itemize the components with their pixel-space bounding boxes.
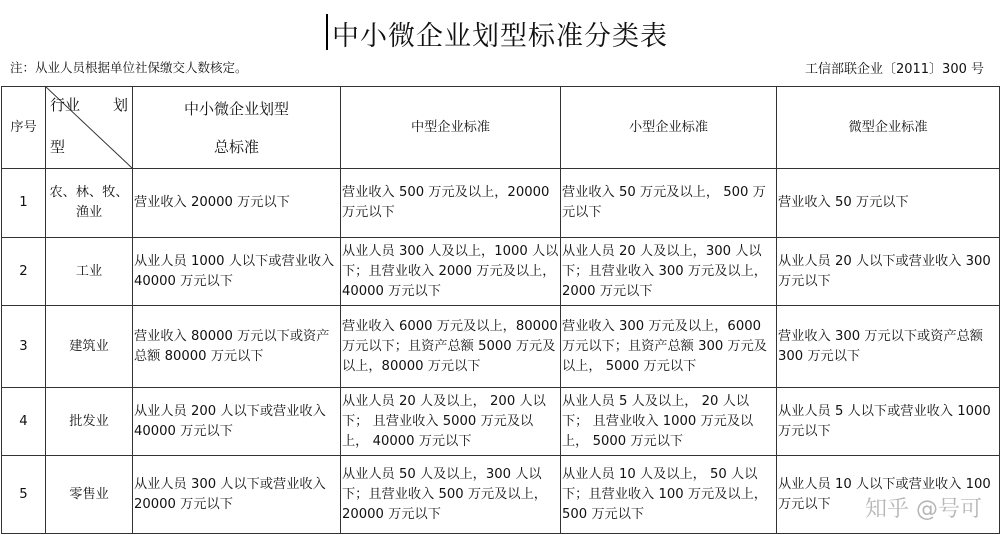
row-micro-standard: 营业收入 300 万元以下或资产总额 300 万元以下 [777,306,1000,388]
header-total [133,87,341,169]
header-seq: 序号 [2,87,46,169]
row-seq: 3 [2,306,46,388]
classification-table [1,86,1000,534]
row-medium-standard: 从业人员 20 人及以上， 200 人以下； 且营业收入 5000 万元及以上， 40000 万元以下 [341,388,561,456]
row-medium-standard: 营业收入 6000 万元及以上，80000 万元以下；且资产总额 5000 万元及以上，80000 万元以下 [341,306,561,388]
row-small-standard: 从业人员 20 人及以上，300 人以下；且营业收入 300 万元及以上，2000 万元以下 [561,238,777,306]
row-small-standard: 从业人员 5 人及以上， 20 人以下； 且营业收入 1000 万元及以上， 5000 万元以下 [561,388,777,456]
row-small-standard: 营业收入 50 万元及以上， 500 万元以下 [561,169,777,238]
row-small-standard: 营业收入 300 万元及以上，6000 万元以下；且资产总额 300 万元及以上， 5000 万元以下 [561,306,777,388]
header-small: 小型企业标准 [561,87,777,169]
row-micro-standard: 从业人员 5 人以下或营业收入 1000 万元以下 [777,388,1000,456]
header-industry-diagonal [46,87,133,169]
row-micro-standard: 从业人员 10 人以下或营业收入 100 万元以下 [777,456,1000,534]
table-row [2,388,1000,456]
header-industry-label: 行业 [50,96,81,114]
row-total-standard: 从业人员 300 人以下或营业收入 20000 万元以下 [133,456,341,534]
row-total-standard: 营业收入 80000 万元以下或资产总额 80000 万元以下 [133,306,341,388]
row-total-standard: 从业人员 1000 人以下或营业收入 40000 万元以下 [133,238,341,306]
row-industry: 工业 [46,238,133,306]
row-total-standard: 从业人员 200 人以下或营业收入 40000 万元以下 [133,388,341,456]
header-type-label-1: 划 [112,96,128,114]
row-industry: 零售业 [46,456,133,534]
row-industry: 建筑业 [46,306,133,388]
text-cursor [326,14,328,50]
row-medium-standard: 营业收入 500 万元及以上，20000 万元以下 [341,169,561,238]
row-micro-standard: 营业收入 50 万元以下 [777,169,1000,238]
table-header-row [2,87,1000,169]
header-type-label-2: 型 [50,138,66,156]
table-row [2,238,1000,306]
watermark: 知乎 @号可 [865,497,982,522]
header-micro: 微型企业标准 [777,87,1000,169]
row-medium-standard: 从业人员 300 人及以上，1000 人以下；且营业收入 2000 万元及以上， 40000 万元以下 [341,238,561,306]
row-industry: 农、林、牧、渔业 [46,169,133,238]
note-left: 注：从业人员根据单位社保缴交人数核定。 [10,60,248,75]
row-small-standard: 从业人员 10 人及以上， 50 人以下；且营业收入 100 万元及以上，500 万元以下 [561,456,777,534]
table-row [2,456,1000,534]
row-seq: 1 [2,169,46,238]
row-seq: 2 [2,238,46,306]
row-total-standard: 营业收入 20000 万元以下 [133,169,341,238]
header-total-line1: 中小微企业划型 [183,99,289,118]
row-medium-standard: 从业人员 50 人及以上，300 人以下；且营业收入 500 万元及以上，20000 万元以下 [341,456,561,534]
header-total-line2: 总标准 [213,137,259,156]
document-reference: 工信部联企业〔2011〕300 号 [804,62,984,77]
row-seq: 5 [2,456,46,534]
header-medium: 中型企业标准 [341,87,561,169]
document-title: 中小微企业划型标准分类表 [332,21,668,52]
table-row [2,169,1000,238]
row-micro-standard: 从业人员 20 人以下或营业收入 300 万元以下 [777,238,1000,306]
row-seq: 4 [2,388,46,456]
row-industry: 批发业 [46,388,133,456]
table-row [2,306,1000,388]
